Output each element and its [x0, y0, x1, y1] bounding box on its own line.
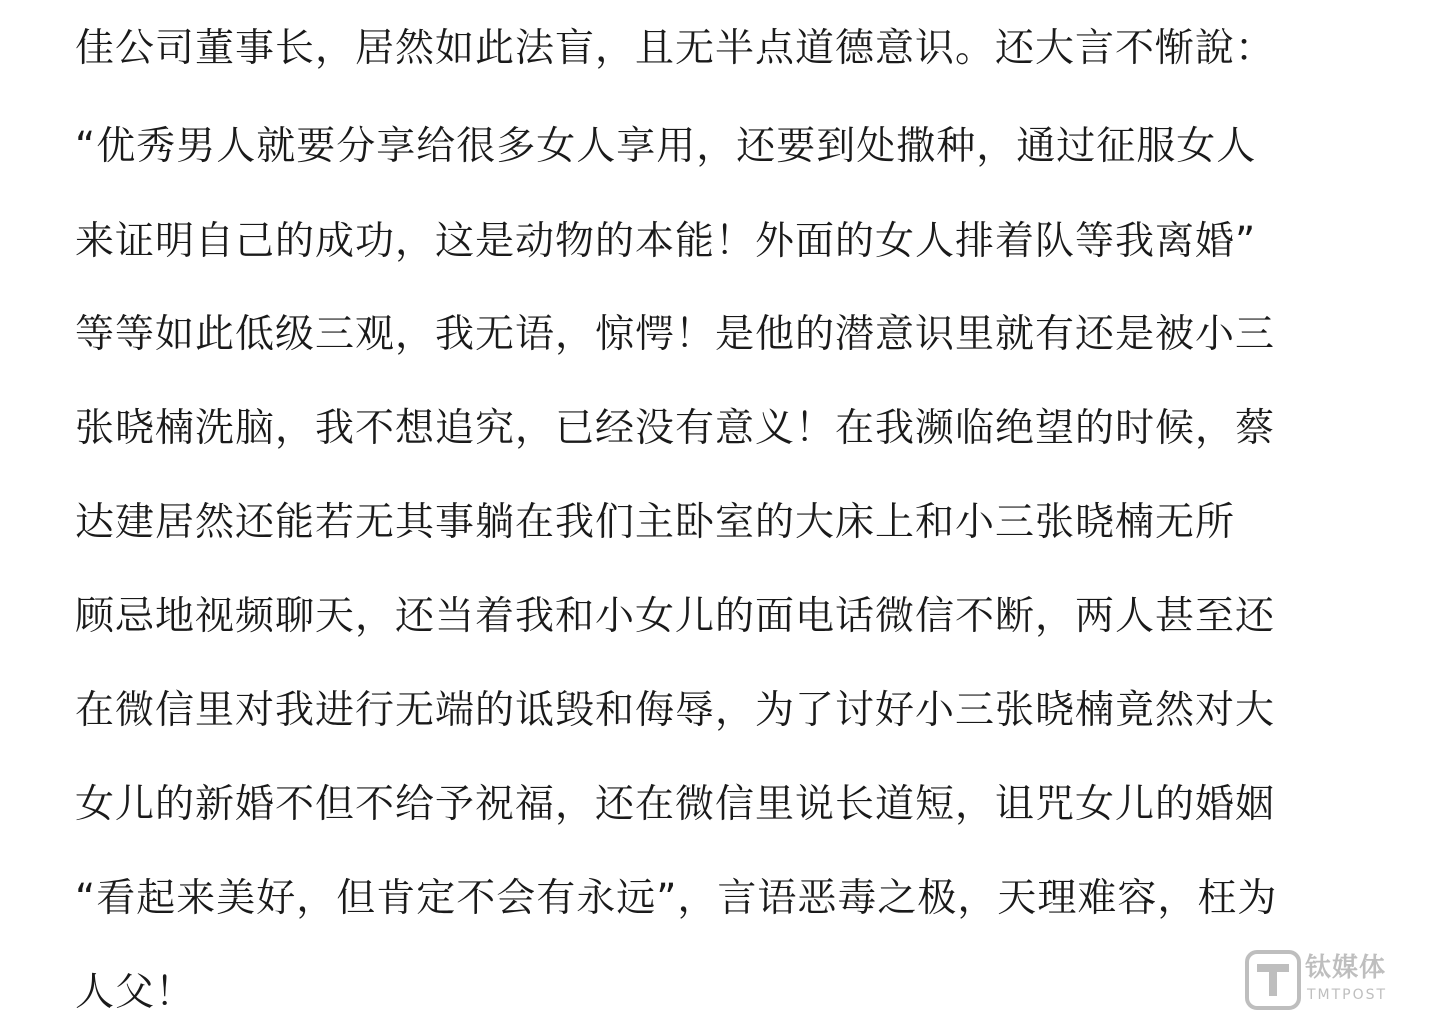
tmtpost-watermark	[1245, 950, 1405, 1012]
article-line: 佳公司董事长，居然如此法盲，且无半点道德意识。还大言不惭說：	[75, 26, 1276, 71]
article-line: “优秀男人就要分享给很多女人享用，还要到处撒种，通过征服女人	[75, 124, 1257, 169]
article-line: 女儿的新婚不但不给予祝福，还在微信里说长道短，诅咒女儿的婚姻	[75, 782, 1276, 827]
article-line: 等等如此低级三观，我无语，惊愕！是他的潜意识里就有还是被小三	[75, 312, 1276, 357]
article-line: 顾忌地视频聊天，还当着我和小女儿的面电话微信不断，两人甚至还	[75, 594, 1276, 639]
article-line: 达建居然还能若无其事躺在我们主卧室的大床上和小三张晓楠无所	[75, 500, 1236, 545]
watermark-name-cn: 钛媒体	[1305, 953, 1387, 983]
article-line: 人父！	[75, 970, 196, 1015]
article-line: 在微信里对我进行无端的诋毁和侮辱，为了讨好小三张晓楠竟然对大	[75, 688, 1276, 733]
article-line: “看起来美好，但肯定不会有永远”，言语恶毒之极，天理难容，枉为	[75, 876, 1278, 921]
tmtpost-logo-icon	[1245, 950, 1301, 1010]
watermark-name-en: TMTPOST	[1307, 987, 1388, 1003]
article-line: 张晓楠洗脑，我不想追究，已经没有意义！在我濒临绝望的时候，蔡	[75, 406, 1276, 451]
article-line: 来证明自己的成功，这是动物的本能！外面的女人排着队等我离婚”	[75, 219, 1257, 264]
